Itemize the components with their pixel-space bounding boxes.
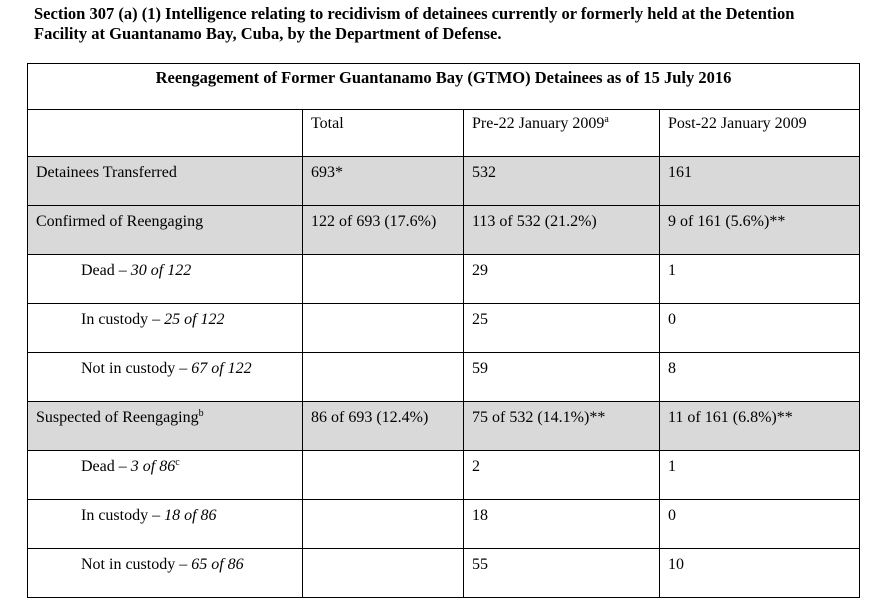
- cell-total: 86 of 693 (12.4%): [303, 402, 464, 451]
- table-row: [28, 206, 860, 255]
- cell-post: 1: [660, 451, 860, 500]
- table-row: [28, 451, 860, 500]
- cell-pre: 18: [464, 500, 660, 549]
- section-heading: [34, 4, 874, 44]
- cell-total: [303, 353, 464, 402]
- row-label-footnote: c: [175, 457, 180, 468]
- table-row: [28, 353, 860, 402]
- header-post: Post-22 January 2009: [660, 110, 860, 157]
- cell-post: 10: [660, 549, 860, 598]
- row-label-fraction: 67 of 122: [191, 360, 252, 377]
- table-row: [28, 157, 860, 206]
- row-label: Confirmed of Reengaging: [28, 206, 303, 255]
- heading-line-1: Section 307 (a) (1) Intelligence relating to recidivism of detainees currently or formerly held at the Detention: [34, 4, 795, 23]
- cell-pre: 2: [464, 451, 660, 500]
- row-label: [28, 304, 303, 353]
- header-pre-label: Pre-22 January 2009: [472, 115, 605, 132]
- cell-pre: 29: [464, 255, 660, 304]
- row-label: [28, 549, 303, 598]
- cell-total: 693*: [303, 157, 464, 206]
- row-label: [28, 451, 303, 500]
- table-row: [28, 402, 860, 451]
- table-title: Reengagement of Former Guantanamo Bay (GTMO) Detainees as of 15 July 2016: [28, 64, 860, 110]
- table-header-row: [28, 110, 860, 157]
- cell-pre: 55: [464, 549, 660, 598]
- row-label-fraction: 3 of 86: [130, 458, 176, 475]
- row-label: [28, 353, 303, 402]
- row-label-text: Dead –: [81, 262, 131, 279]
- header-total: Total: [303, 110, 464, 157]
- row-label-fraction: 18 of 86: [164, 507, 217, 524]
- cell-pre: 113 of 532 (21.2%): [464, 206, 660, 255]
- row-label-footnote: b: [198, 408, 204, 419]
- cell-total: [303, 451, 464, 500]
- row-label-fraction: 25 of 122: [164, 311, 225, 328]
- cell-pre: 532: [464, 157, 660, 206]
- row-label-text: In custody –: [81, 311, 165, 328]
- cell-post: 0: [660, 500, 860, 549]
- cell-post: 11 of 161 (6.8%)**: [660, 402, 860, 451]
- cell-post: 0: [660, 304, 860, 353]
- row-label: [28, 500, 303, 549]
- cell-total: [303, 500, 464, 549]
- cell-post: 8: [660, 353, 860, 402]
- table-row: [28, 500, 860, 549]
- cell-pre: 25: [464, 304, 660, 353]
- header-pre: [464, 110, 660, 157]
- header-empty-cell: [28, 110, 303, 157]
- cell-pre: 75 of 532 (14.1%)**: [464, 402, 660, 451]
- row-label: Detainees Transferred: [28, 157, 303, 206]
- header-pre-footnote: a: [604, 114, 609, 125]
- heading-line-2: Facility at Guantanamo Bay, Cuba, by the Department of Defense.: [34, 24, 502, 43]
- table-title-row: [28, 64, 860, 110]
- row-label-fraction: 65 of 86: [191, 556, 244, 573]
- row-label-text: Dead –: [81, 458, 131, 475]
- cell-total: 122 of 693 (17.6%): [303, 206, 464, 255]
- cell-total: [303, 304, 464, 353]
- row-label: [28, 402, 303, 451]
- table-row: [28, 304, 860, 353]
- cell-post: 161: [660, 157, 860, 206]
- table-row: [28, 549, 860, 598]
- row-label-text: Suspected of Reengaging: [36, 409, 199, 426]
- reengagement-table: [27, 63, 860, 598]
- table-row: [28, 255, 860, 304]
- cell-total: [303, 549, 464, 598]
- cell-total: [303, 255, 464, 304]
- cell-pre: 59: [464, 353, 660, 402]
- cell-post: 1: [660, 255, 860, 304]
- row-label-fraction: 30 of 122: [130, 262, 192, 279]
- row-label-text: In custody –: [81, 507, 165, 524]
- cell-post: 9 of 161 (5.6%)**: [660, 206, 860, 255]
- row-label: [28, 255, 303, 304]
- row-label-text: Not in custody –: [81, 556, 192, 573]
- row-label-text: Not in custody –: [81, 360, 192, 377]
